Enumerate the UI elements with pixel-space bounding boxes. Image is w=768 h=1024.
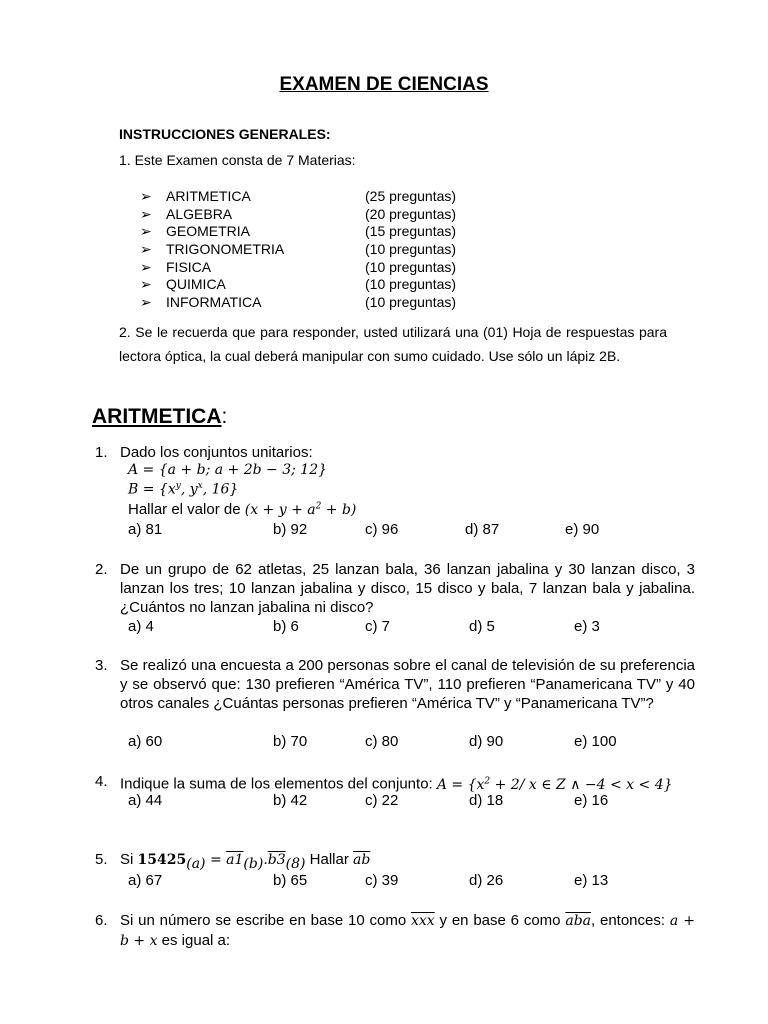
set-a-definition: A = {a + b; a + 2b − 3; 12} [128,462,328,478]
subject-count: (10 preguntas) [365,241,457,257]
question-2 [95,560,695,617]
ask-math [245,502,357,518]
question-number: 6. [95,912,108,929]
option-e[interactable]: e) 16 [574,792,609,809]
option-e[interactable]: e) 13 [574,872,609,889]
question-number: 3. [95,657,108,674]
option-c[interactable]: c) 96 [365,521,399,538]
answer-options [128,521,728,540]
subject-name: TRIGONOMETRIA [166,241,285,257]
set-definition [437,777,673,793]
subject-count: (15 preguntas) [365,223,457,239]
question-text: , entonces: [591,912,666,929]
si-text: Si [120,851,134,868]
question-1-ask [128,501,356,518]
option-a[interactable]: a) 44 [128,792,163,809]
equals-sign: = [205,852,227,868]
section-heading [92,405,227,429]
option-d[interactable]: d) 90 [469,733,504,750]
answer-options [128,618,728,637]
ask-math-exponent: 2 [315,501,322,512]
subject-name: ARITMETICA [166,188,251,204]
question-text: Indique la suma de los elementos del conjunto: [120,775,433,793]
instruction-item-2-text: Se le recuerda que para responder, usted utilizará una (01) Hoja de respuestas para lectora óptica, la cual deberá manipular con sumo cuidado. Use sólo un lápiz 2B. [119,324,668,364]
subject-name: INFORMATICA [166,294,262,310]
option-b[interactable]: b) 65 [273,872,308,889]
arrow-bullet-icon: ➢ [140,206,152,222]
set-part: + 2/ x ∈ Z ∧ −4 < x < 4} [490,776,673,793]
subject-name: FISICA [166,259,212,275]
question-1 [95,443,695,462]
arrow-bullet-icon: ➢ [140,223,152,239]
question-number: 5. [95,851,108,868]
subject-name: ALGEBRA [166,206,233,222]
option-d[interactable]: d) 26 [469,872,504,889]
number-base-a: 15425 [137,852,187,868]
option-d[interactable]: d) 18 [469,792,504,809]
ask-math-part: + b) [321,502,357,518]
question-number: 1. [95,444,108,461]
dot-operator: . [263,852,268,868]
sum-expression: a + b + x [120,913,696,949]
subject-count: (10 preguntas) [365,276,457,292]
option-c[interactable]: c) 7 [365,618,391,635]
question-text: Si un número se escribe en base 10 como [120,912,407,929]
question-number: 4. [95,773,108,790]
question-6 [95,911,695,951]
ask-text: Hallar el valor de [128,501,241,518]
question-number: 2. [95,561,108,578]
answer-options [128,733,728,752]
option-a[interactable]: a) 81 [128,521,163,538]
option-b[interactable]: b) 6 [273,618,299,635]
question-text: Dado los conjuntos unitarios: [120,444,313,461]
overline-b3: b3 [267,852,286,868]
answer-options [128,872,728,891]
question-text: De un grupo de 62 atletas, 25 lanzan bala, 36 lanzan jabalina y 30 lanzan disco, 3 lanzan los tres; 10 lanzan jabalina y disco, 15 disco y bala, 7 lanzan bala y jabalina. ¿Cuántos no lanzan jabalina ni disco? [120,561,695,616]
overline-xxx: $\overline{xxx}$ [411,913,435,929]
instruction-item-2-number: 2. [119,324,131,340]
instruction-item-2 [119,320,667,368]
option-b[interactable]: b) 70 [273,733,308,750]
arrow-bullet-icon: ➢ [140,259,152,275]
option-d[interactable]: d) 5 [469,618,495,635]
question-text: Se realizó una encuesta a 200 personas sobre el canal de televisión de su preferencia y se observó que: 130 prefieren “América TV”, 110 prefieren “Panamericana TV” y 40 otros canales ¿Cuántas personas prefieren “América TV” y “Panamericana TV”? [120,657,695,712]
set-b-definition [128,481,238,498]
arrow-bullet-icon: ➢ [140,276,152,292]
base-8-subscript: (8) [285,856,306,872]
option-e[interactable]: e) 3 [574,618,600,635]
section-title: ARITMETICA [92,405,222,428]
subject-count: (25 preguntas) [365,188,457,204]
subject-count: (10 preguntas) [365,259,457,275]
overline-a1: a1 [226,852,244,868]
set-part: A = {x [436,776,485,793]
overline-ab: $\overline{ab}$ [353,852,371,868]
option-d[interactable]: d) 87 [465,521,500,538]
overline-aba: $\overline{aba}$ [565,913,591,929]
option-b[interactable]: b) 42 [273,792,308,809]
question-5 [95,850,695,874]
option-a[interactable]: a) 67 [128,872,163,889]
base-b-subscript: (b) [243,856,264,872]
option-c[interactable]: c) 80 [365,733,399,750]
set-b-exponent: x [197,481,203,491]
base-a-subscript: (a) [186,856,206,872]
arrow-bullet-icon: ➢ [140,294,152,310]
subject-count: (10 preguntas) [365,294,457,310]
option-b[interactable]: b) 92 [273,521,308,538]
exam-title: EXAMEN DE CIENCIAS [279,74,489,95]
option-c[interactable]: c) 22 [365,792,399,809]
option-a[interactable]: a) 60 [128,733,163,750]
hallar-text: Hallar [309,851,349,868]
question-3 [95,656,695,713]
subject-name: GEOMETRIA [166,223,251,239]
subject-count: (20 preguntas) [365,206,457,222]
set-b-part: B = {x [128,481,176,498]
option-e[interactable]: e) 100 [574,733,617,750]
question-text: y en base 6 como [439,912,561,929]
section-colon: : [221,405,228,428]
instructions-heading: INSTRUCCIONES GENERALES: [119,126,331,142]
question-text: es igual a: [161,932,231,949]
arrow-bullet-icon: ➢ [140,188,152,204]
set-b-exponent: y [175,481,181,491]
option-c[interactable]: c) 39 [365,872,399,889]
question-text-line [120,850,695,874]
question-text-block [120,911,695,951]
answer-options [128,792,728,811]
set-b-part: , y [180,481,198,498]
instruction-item-1: 1. Este Examen consta de 7 Materias: [119,152,356,168]
arrow-bullet-icon: ➢ [140,241,152,257]
option-e[interactable]: e) 90 [565,521,600,538]
set-exponent: 2 [484,776,491,786]
ask-math-part: (x + y + a [244,502,316,518]
subject-name: QUIMICA [166,276,226,292]
set-b-part: , 16} [202,481,239,498]
option-a[interactable]: a) 4 [128,618,154,635]
